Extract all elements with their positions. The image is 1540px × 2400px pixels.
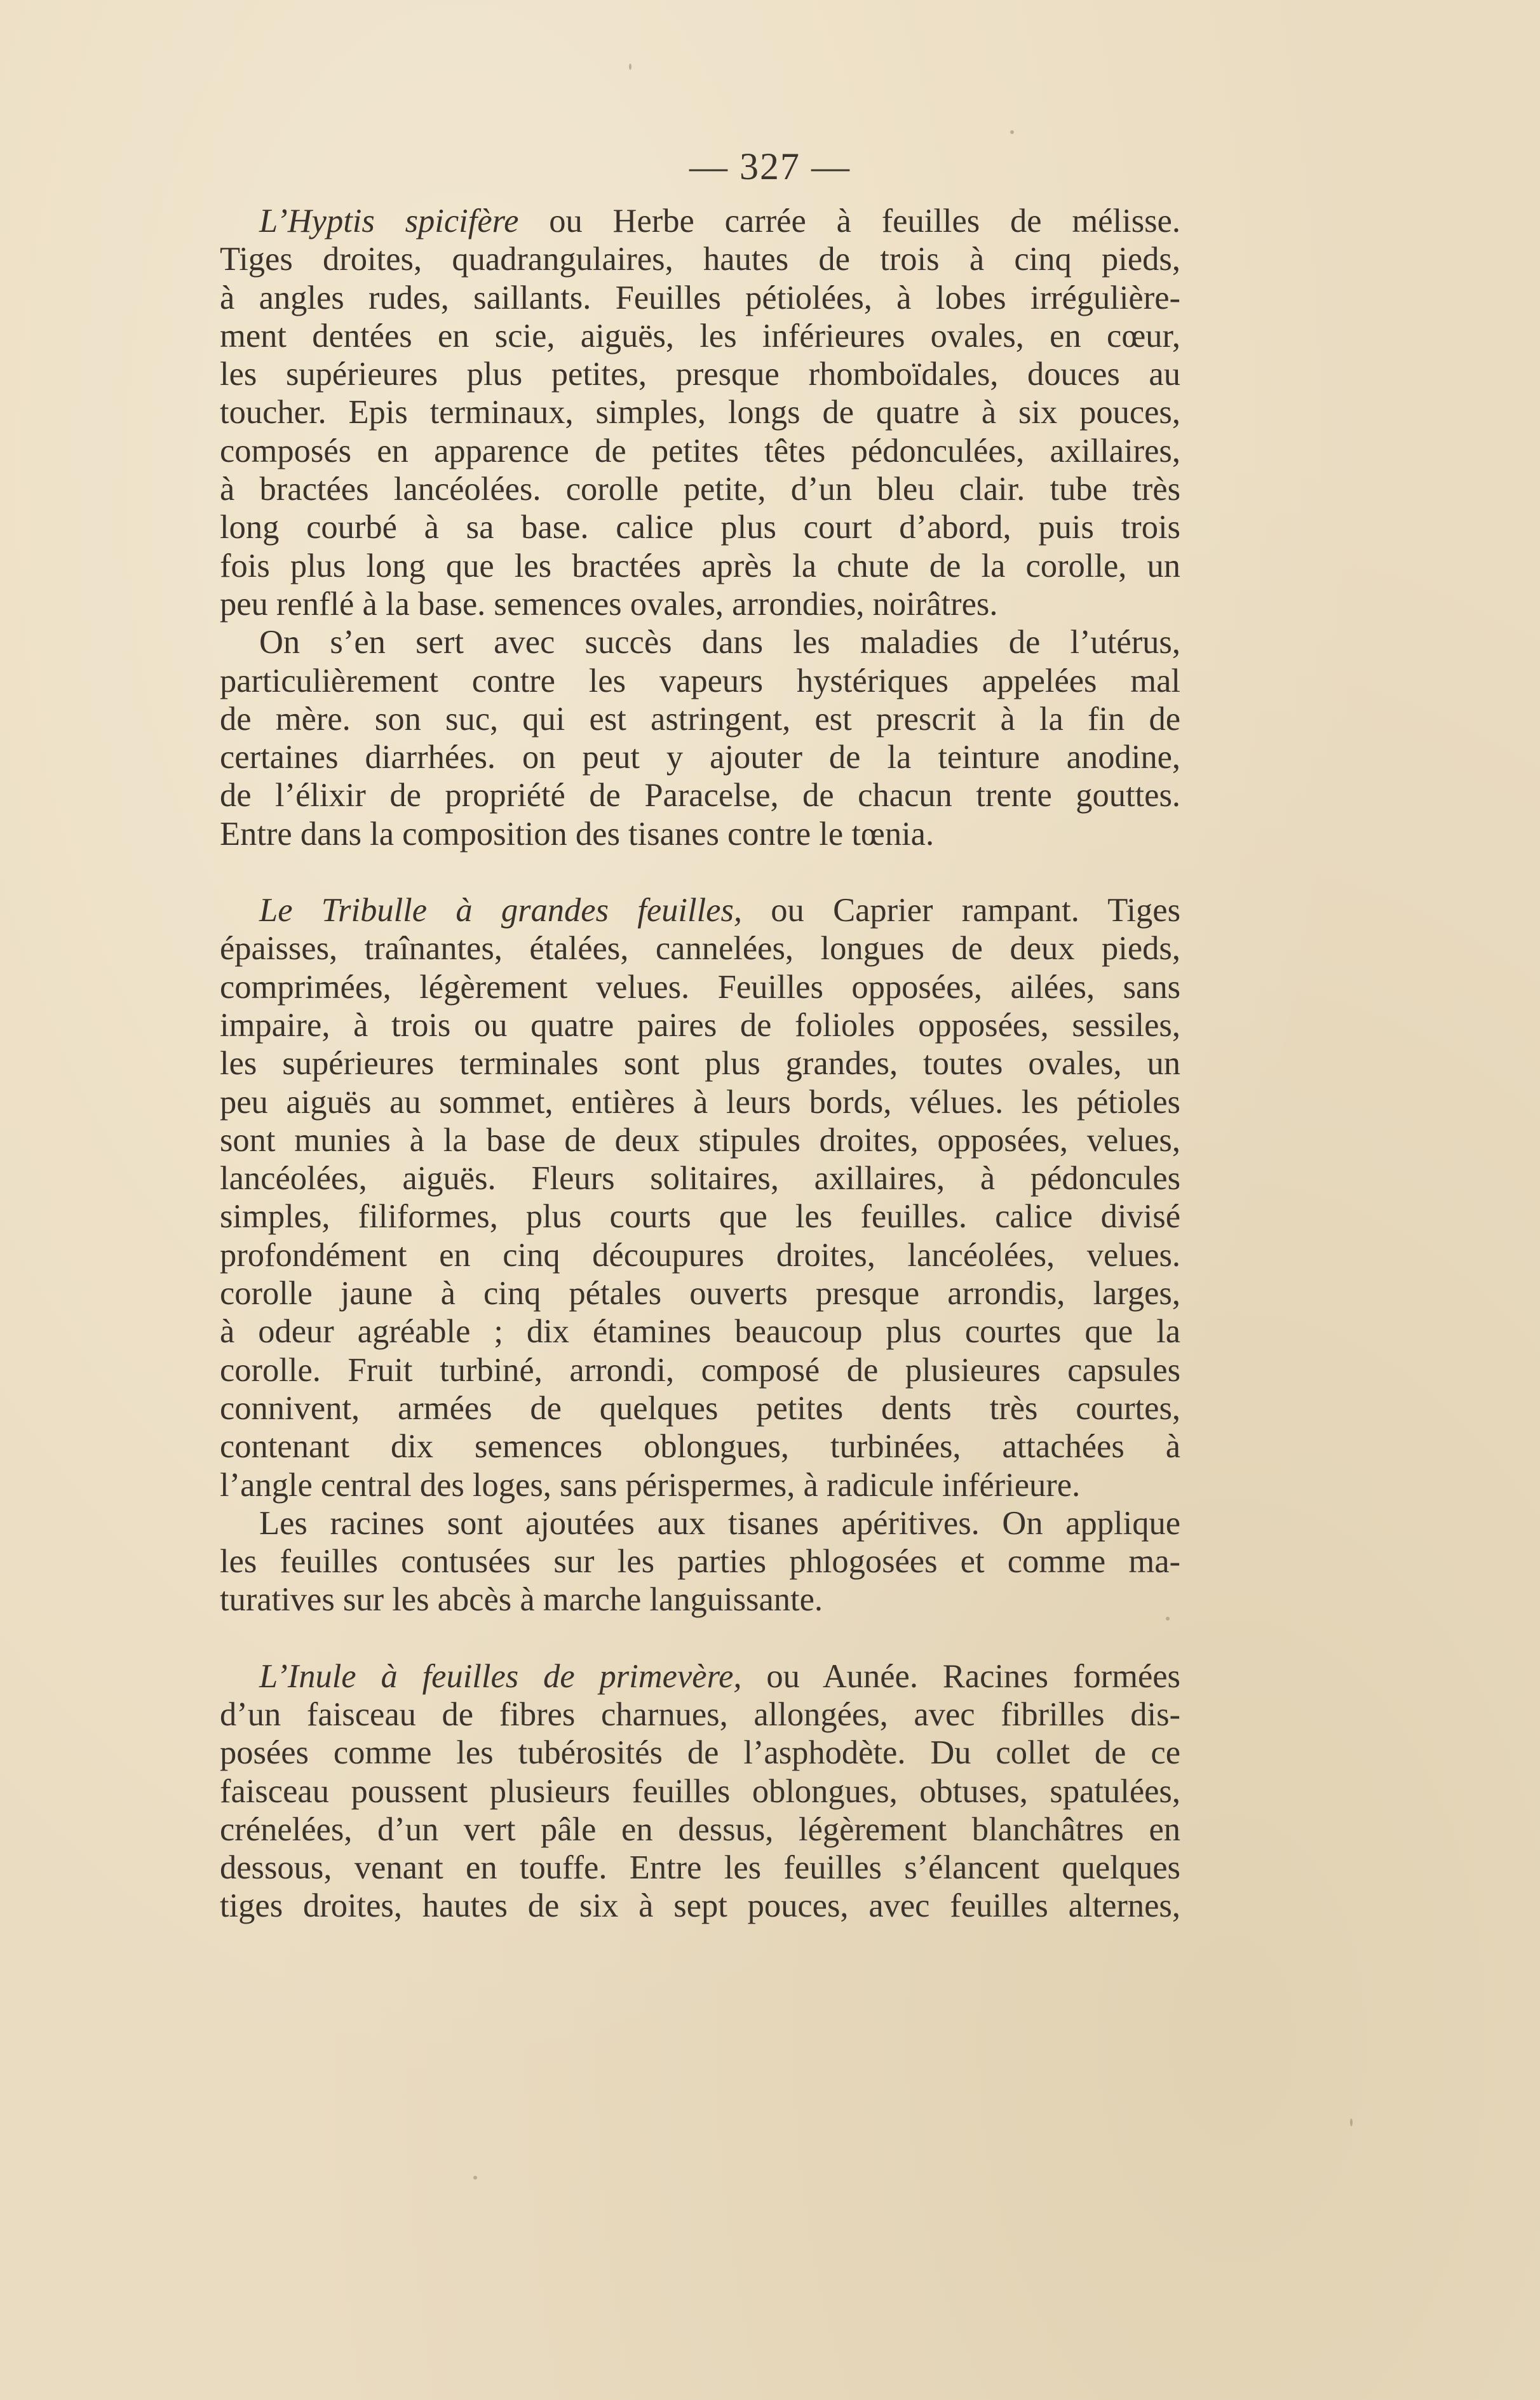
text-line: Les racines sont ajoutées aux tisanes apéritives. On applique xyxy=(259,1504,1180,1542)
text-line: corolle. Fruit turbiné, arrondi, composé de plusieures capsules xyxy=(220,1351,1180,1389)
text-line: L’Hyptis spicifère ou Herbe carrée à feuilles de mélisse. xyxy=(259,203,1180,239)
body-text xyxy=(220,202,1180,1925)
text-line: à odeur agréable ; dix étamines beaucoup plus courtes que la xyxy=(220,1313,1180,1351)
paragraph-tribulle xyxy=(220,891,1180,1504)
text-line: posées comme les tubérosités de l’asphodète. Du collet de ce xyxy=(220,1734,1180,1772)
text-line: ment dentées en scie, aiguës, les inférieures ovales, en cœur, xyxy=(220,317,1180,354)
paragraph-hyptis xyxy=(220,202,1180,623)
text-line: épaisses, traînantes, étalées, cannelées, longues de deux pieds, xyxy=(220,930,1180,967)
paragraph-gap xyxy=(220,1619,1180,1657)
text-line: Tiges droites, quadrangulaires, hautes de trois à cinq pieds, xyxy=(220,241,1180,278)
text-line: L’Inule à feuilles de primevère, ou Aunée. Racines formées xyxy=(259,1657,1180,1695)
text-line: de mère. son suc, qui est astringent, est prescrit à la fin de xyxy=(220,700,1180,738)
paragraph-hyptis-usage xyxy=(220,623,1180,853)
text-line: corolle jaune à cinq pétales ouverts presque arrondis, larges, xyxy=(220,1275,1180,1312)
text-line: long courbé à sa base. calice plus court d’abord, puis trois xyxy=(220,509,1180,546)
paper-speck xyxy=(1166,1617,1170,1621)
text-line: comprimées, légèrement velues. Feuilles opposées, ailées, sans xyxy=(220,968,1180,1006)
text-line: sont munies à la base de deux stipules droites, opposées, velues, xyxy=(220,1121,1180,1159)
species-name: Le Tribulle à grandes feuilles, xyxy=(259,892,743,929)
paragraph-inule xyxy=(220,1657,1180,1925)
text-line: dessous, venant en touffe. Entre les feuilles s’élancent quelques xyxy=(220,1849,1180,1887)
paper-speck xyxy=(473,2176,477,2180)
text-line: impaire, à trois ou quatre paires de folioles opposées, sessiles, xyxy=(220,1006,1180,1044)
text-line: particulièrement contre les vapeurs hystériques appelées mal xyxy=(220,662,1180,699)
text-line: connivent, armées de quelques petites dents très courtes, xyxy=(220,1389,1180,1427)
text-line: les supérieures terminales sont plus grandes, toutes ovales, un xyxy=(220,1045,1180,1082)
text-line: les feuilles contusées sur les parties phlogosées et comme ma- xyxy=(220,1543,1180,1581)
species-name: L’Inule à feuilles de primevère, xyxy=(259,1657,742,1695)
text-line: peu renflé à la base. semences ovales, arrondies, noirâtres. xyxy=(220,585,998,623)
text-line: Le Tribulle à grandes feuilles, ou Caprier rampant. Tiges xyxy=(259,892,1180,929)
text-line: crénelées, d’un vert pâle en dessus, légèrement blanchâtres en xyxy=(220,1810,1180,1848)
text-line: composés en apparence de petites têtes pédonculées, axillaires, xyxy=(220,432,1180,469)
text-line: faisceau poussent plusieurs feuilles oblongues, obtuses, spatulées, xyxy=(220,1772,1180,1810)
species-name: L’Hyptis spicifère xyxy=(259,203,519,239)
text-line: tiges droites, hautes de six à sept pouces, avec feuilles alternes, xyxy=(220,1887,1180,1925)
text-line: Entre dans la composition des tisanes contre le tœnia. xyxy=(220,815,935,853)
paper-speck xyxy=(1010,130,1014,134)
text-line: turatives sur les abcès à marche languissante. xyxy=(220,1581,823,1619)
text-line: de l’élixir de propriété de Paracelse, de chacun trente gouttes. xyxy=(220,777,1180,814)
text-line: à angles rudes, saillants. Feuilles pétiolées, à lobes irrégulière- xyxy=(220,279,1180,316)
text-line: à bractées lancéolées. corolle petite, d’un bleu clair. tube très xyxy=(220,471,1180,508)
text-line: l’angle central des loges, sans périspermes, à radicule inférieure. xyxy=(220,1466,1081,1504)
text-line: lancéolées, aiguës. Fleurs solitaires, axillaires, à pédoncules xyxy=(220,1160,1180,1197)
text-line: fois plus long que les bractées après la chute de la corolle, un xyxy=(220,547,1180,584)
text-line: contenant dix semences oblongues, turbinées, attachées à xyxy=(220,1428,1180,1466)
paragraph-gap xyxy=(220,853,1180,891)
paper-speck xyxy=(1350,2119,1353,2126)
paper-speck xyxy=(629,64,632,70)
text-line: On s’en sert avec succès dans les maladies de l’utérus, xyxy=(259,624,1180,661)
page-number: — 327 — xyxy=(689,145,851,187)
text-line: d’un faisceau de fibres charnues, allongées, avec fibrilles dis- xyxy=(220,1696,1180,1733)
text-line: toucher. Epis terminaux, simples, longs de quatre à six pouces, xyxy=(220,394,1180,431)
text-line: les supérieures plus petites, presque rhomboïdales, douces au xyxy=(220,356,1180,393)
text-line: profondément en cinq découpures droites, lancéolées, velues. xyxy=(220,1236,1180,1274)
paragraph-tribulle-usage xyxy=(220,1504,1180,1619)
text-line: peu aiguës au sommet, entières à leurs bords, vélues. les pétioles xyxy=(220,1083,1180,1121)
text-line: certaines diarrhées. on peut y ajouter de la teinture anodine, xyxy=(220,739,1180,776)
text-line: simples, filiformes, plus courts que les feuilles. calice divisé xyxy=(220,1198,1180,1236)
